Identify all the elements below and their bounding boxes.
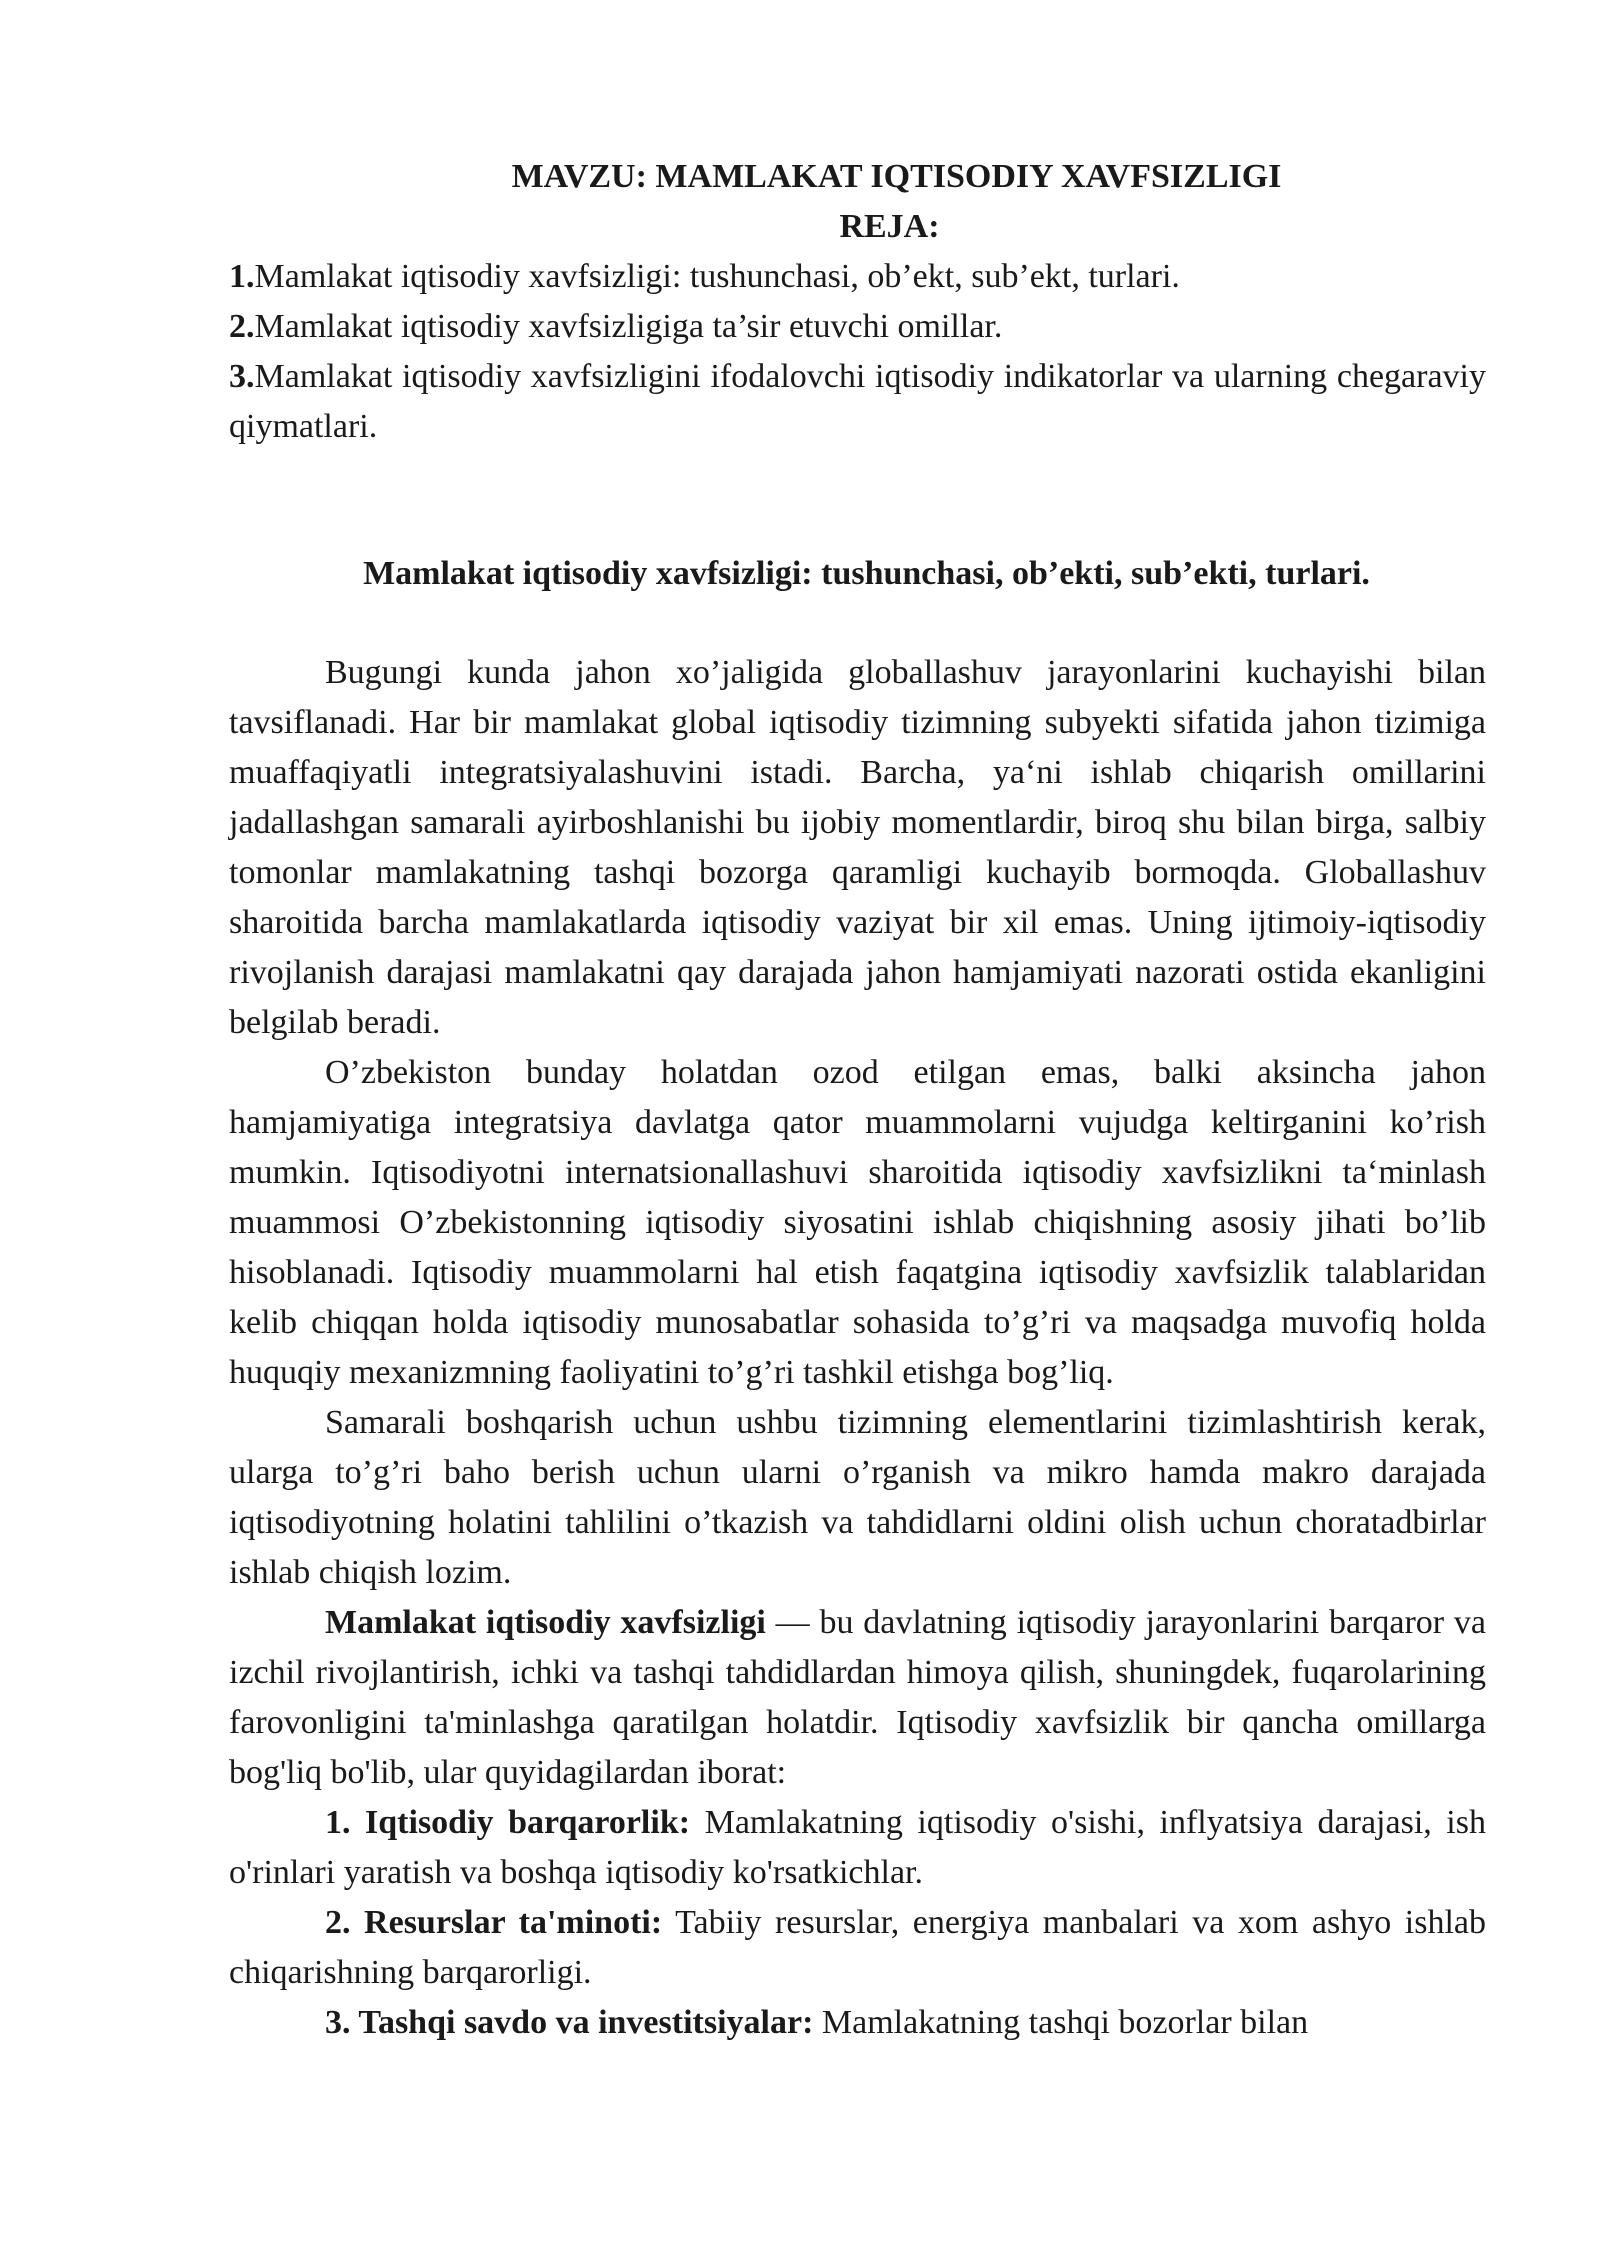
paragraph-text: O’zbekiston bunday holatdan ozod etilgan emas, balki aksincha jahon hamjamiyatiga integratsiya davlatga qator muammolarni vujudga keltirganini ko’rish mumkin. Iqtisodiyotni internatsionallashuvi sharoitida iqtisodiy xavfsizlikni ta‘minlash muammosi O’zbekistonning iqtisodiy siyosatini ishlab chiqishning asosiy jihati bo’lib hisoblanadi. Iqtisodiy muammolarni hal etish faqatgina iqtisodiy xavfsizlik talablaridan kelib chiqqan holda iqtisodiy munosabatlar sohasida to’g’ri va maqsadga muvofiq holda huquqiy mexanizmning faoliyatini to’g’ri tashkil etishga bog’liq.	[229, 1054, 1486, 1391]
paragraph-text: — bu davlatning iqtisodiy jarayonlarini barqaror va izchil rivojlantirish, ichki va tashqi tahdidlardan himoya qilish, shuningdek, fuqarolarining farovonligini ta'minlashga qaratilgan holatdir. Iqtisodiy xavfsizlik bir qancha omillarga bog'liq bo'lib, ular quyidagilardan iborat:	[229, 1604, 1487, 1791]
plan-item-text: Mamlakat iqtisodiy xavfsizligini ifodalovchi iqtisodiy indikatorlar va ularning chegaraviy qiymatlari.	[229, 358, 1486, 445]
paragraph	[229, 1898, 1486, 1998]
plan-item-number: 1.	[229, 258, 255, 295]
plan-item-text: Mamlakat iqtisodiy xavfsizligi: tushunchasi, ob’ekt, sub’ekt, turlari.	[254, 258, 1180, 295]
paragraph	[229, 1998, 1486, 2048]
paragraph	[229, 1798, 1486, 1898]
paragraph-text: Mamlakatning tashqi bozorlar bilan	[813, 2004, 1309, 2041]
paragraph-text: Tabiiy resurslar, energiya manbalari va xom ashyo ishlab chiqarishning barqarorligi.	[229, 1904, 1486, 1991]
plan-list	[229, 252, 1486, 452]
paragraph	[229, 1048, 1486, 1398]
plan-heading: REJA:	[839, 208, 940, 245]
paragraph-text: Samarali boshqarish uchun ushbu tizimning elementlarini tizimlashtirish kerak, ularga to’g’ri baho berish uchun ularni o’rganish va mikro hamda makro darajada iqtisodiyotning holatini tahlilini o’tkazish va tahdidlarni oldini olish uchun choratadbirlar ishlab chiqish lozim.	[229, 1404, 1486, 1591]
paragraph	[229, 648, 1486, 1048]
paragraph	[229, 1598, 1486, 1798]
plan-item	[229, 352, 1486, 452]
paragraph-lead-term: 3. Tashqi savdo va investitsiyalar:	[325, 2004, 814, 2041]
body-text	[229, 648, 1486, 2048]
document-title: MAVZU: MAMLAKAT IQTISODIY XAVFSIZLIGI	[511, 158, 1282, 195]
plan-item-text: Mamlakat iqtisodiy xavfsizligiga ta’sir etuvchi omillar.	[254, 308, 1003, 345]
paragraph-lead-term: 2. Resurslar ta'minoti:	[325, 1904, 663, 1941]
plan-item-number: 3.	[229, 358, 255, 395]
paragraph-text: Mamlakatning iqtisodiy o'sishi, inflyatsiya darajasi, ish o'rinlari yaratish va boshqa iqtisodiy ko'rsatkichlar.	[229, 1804, 1486, 1891]
plan-item	[229, 302, 1486, 352]
paragraph-lead-term: Mamlakat iqtisodiy xavfsizligi	[325, 1604, 766, 1641]
plan-item-number: 2.	[229, 308, 255, 345]
paragraph-text: Bugungi kunda jahon xo’jaligida globallashuv jarayonlarini kuchayishi bilan tavsiflanadi. Har bir mamlakat global iqtisodiy tizimning subyekti sifatida jahon tizimiga muaffaqiyatli integratsiyalashuvini istadi. Barcha, ya‘ni ishlab chiqarish omillarini jadallashgan samarali ayirboshlanishi bu ijobiy momentlardir, biroq shu bilan birga, salbiy tomonlar mamlakatning tashqi bozorga qaramligi kuchayib bormoqda. Globallashuv sharoitida barcha mamlakatlarda iqtisodiy vaziyat bir xil emas. Uning ijtimoiy-iqtisodiy rivojlanish darajasi mamlakatni qay darajada jahon hamjamiyati nazorati ostida ekanligini belgilab beradi.	[229, 654, 1486, 1041]
section-heading: Mamlakat iqtisodiy xavfsizligi: tushunchasi, ob’ekti, sub’ekti, turlari.	[363, 555, 1370, 592]
plan-item	[229, 252, 1486, 302]
paragraph-lead-term: 1. Iqtisodiy barqarorlik:	[325, 1804, 691, 1841]
paragraph	[229, 1398, 1486, 1598]
